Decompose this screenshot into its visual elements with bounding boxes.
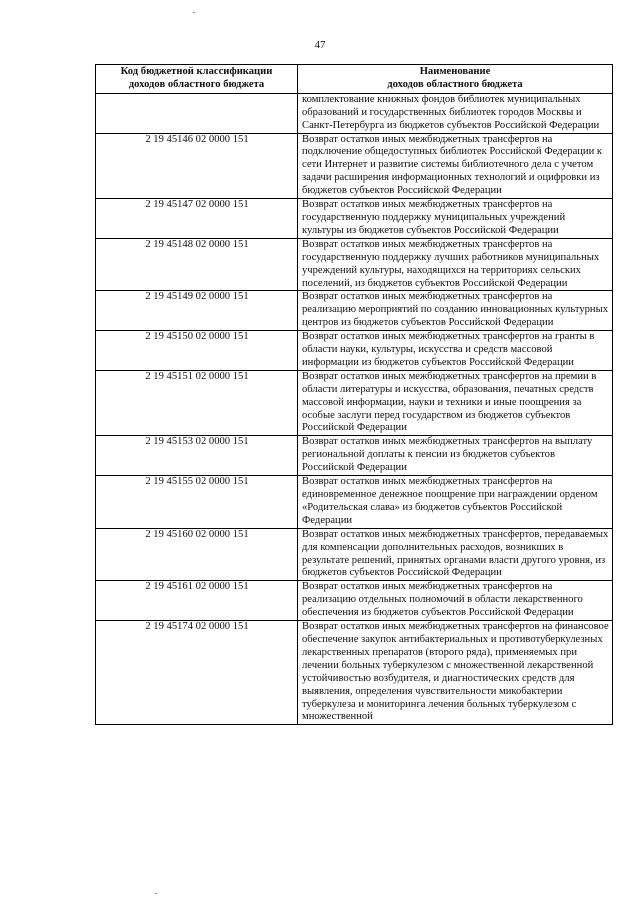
scan-speck-bottom: [155, 893, 157, 894]
income-name-cell: Возврат остатков иных межбюджетных трансфертов на премии в области литературы и искусства, образования, печатных средств массовой информации, науки и техники и иные поощрения за особые заслуги перед государством из бюджетов субъектов Российской Федерации: [298, 370, 613, 436]
income-name-cell: Возврат остатков иных межбюджетных трансфертов на выплату региональной доплаты к пенсии из бюджетов субъектов Российской Федерации: [298, 436, 613, 476]
budget-code-cell: 2 19 45161 02 0000 151: [96, 581, 298, 621]
scan-speck-top: [193, 12, 195, 13]
table-row: [96, 291, 613, 331]
table-row: [96, 93, 613, 133]
table-row: [96, 528, 613, 581]
income-name-cell: Возврат остатков иных межбюджетных трансфертов на финансовое обеспечение закупок антибактериальных и противотуберкулезных лекарственных препаратов (второго ряда), применяемых при лечении больных туберкулезом с множественной лекарственной устойчивостью возбудителя, и диагностических средств для выявления, определения чувствительности микобактерии туберкулеза и мониторинга лечения больных туберкулезом с множественной: [298, 621, 613, 725]
table-row: [96, 436, 613, 476]
table-row: [96, 621, 613, 725]
budget-code-cell: 2 19 45149 02 0000 151: [96, 291, 298, 331]
income-name-cell: Возврат остатков иных межбюджетных трансфертов на гранты в области науки, культуры, искусства и средств массовой информации из бюджетов субъектов Российской Федерации: [298, 331, 613, 371]
table-row: [96, 581, 613, 621]
budget-code-cell: 2 19 45148 02 0000 151: [96, 238, 298, 291]
column-header-code-line1: Код бюджетной классификации: [120, 66, 273, 77]
budget-code-cell: 2 19 45174 02 0000 151: [96, 621, 298, 725]
budget-code-cell: 2 19 45146 02 0000 151: [96, 133, 298, 199]
column-header-code: [96, 65, 298, 94]
income-name-cell: Возврат остатков иных межбюджетных трансфертов, передаваемых для компенсации дополнительных расходов, возникших в результате решений, принятых органами власти другого уровня, из бюджетов субъектов Российской Федерации: [298, 528, 613, 581]
column-header-name-line1: Наименование: [419, 66, 491, 77]
budget-code-cell: 2 19 45150 02 0000 151: [96, 331, 298, 371]
budget-code-cell: 2 19 45153 02 0000 151: [96, 436, 298, 476]
column-header-name-line2: доходов областного бюджета: [387, 78, 523, 90]
table-row: [96, 199, 613, 239]
income-name-cell: Возврат остатков иных межбюджетных трансфертов на государственную поддержку лучших работников муниципальных учреждений культуры, находящихся на территориях сельских поселений, из бюджетов субъектов Российской Федерации: [298, 238, 613, 291]
budget-code-cell: [96, 93, 298, 133]
page-number: 47: [314, 39, 326, 51]
budget-classification-table: [95, 64, 613, 725]
budget-code-cell: 2 19 45151 02 0000 151: [96, 370, 298, 436]
table-row: [96, 370, 613, 436]
income-name-cell: Возврат остатков иных межбюджетных трансфертов на реализацию отдельных полномочий в области лекарственного обеспечения из бюджетов субъектов Российской Федерации: [298, 581, 613, 621]
income-name-cell: Возврат остатков иных межбюджетных трансфертов на реализацию мероприятий по созданию инновационных культурных центров из бюджетов субъектов Российской Федерации: [298, 291, 613, 331]
budget-code-cell: 2 19 45147 02 0000 151: [96, 199, 298, 239]
table-row: [96, 331, 613, 371]
table-row: [96, 133, 613, 199]
column-header-name: [298, 65, 613, 94]
income-name-cell: комплектование книжных фондов библиотек муниципальных образований и государственных библиотек городов Москвы и Санкт-Петербурга из бюджетов субъектов Российской Федерации: [298, 93, 613, 133]
income-name-cell: Возврат остатков иных межбюджетных трансфертов на государственную поддержку муниципальных учреждений культуры из бюджетов субъектов Российской Федерации: [298, 199, 613, 239]
income-name-cell: Возврат остатков иных межбюджетных трансфертов на подключение общедоступных библиотек Российской Федерации к сети Интернет и развитие системы библиотечного дела с учетом задачи расширения информационных технологий и оцифровки из бюджетов субъектов Российской Федерации: [298, 133, 613, 199]
budget-code-cell: 2 19 45155 02 0000 151: [96, 476, 298, 529]
table-header-row: [96, 65, 613, 94]
column-header-code-line2: доходов областного бюджета: [128, 78, 265, 90]
income-name-cell: Возврат остатков иных межбюджетных трансфертов на единовременное денежное поощрение при награждении орденом «Родительская слава» из бюджетов субъектов Российской Федерации: [298, 476, 613, 529]
table-row: [96, 238, 613, 291]
table-row: [96, 476, 613, 529]
budget-code-cell: 2 19 45160 02 0000 151: [96, 528, 298, 581]
